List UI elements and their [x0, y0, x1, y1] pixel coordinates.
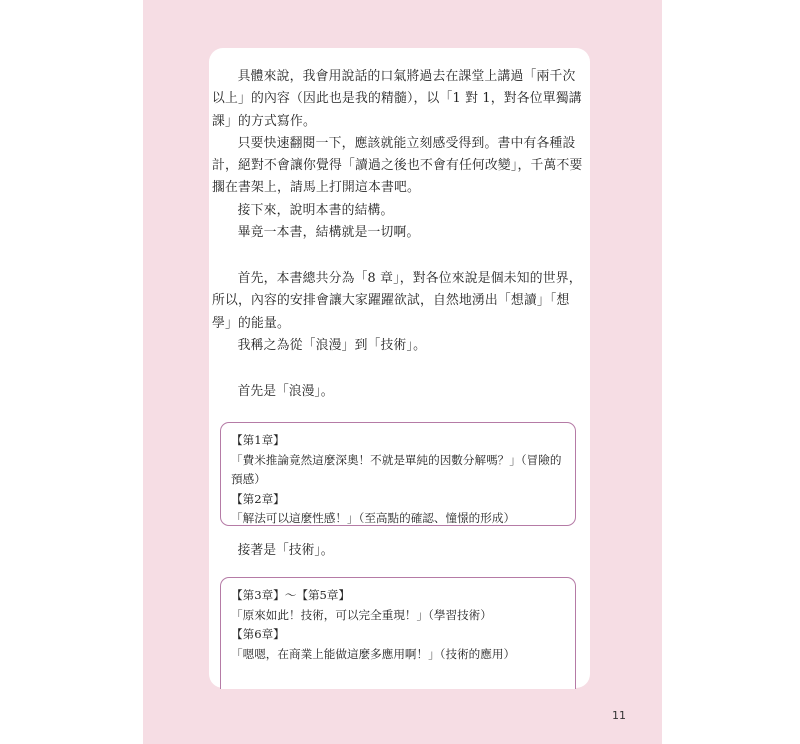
- body-text-mid: [212, 268, 588, 357]
- chapter-description: 「解法可以這麼性感！」（至高點的確認、憧憬的形成）: [231, 511, 516, 525]
- chapter-heading: 【第2章】: [231, 491, 285, 506]
- chapter-heading: 【第3章】～【第5章】: [231, 588, 351, 602]
- technique-intro: 接著是「技術」。: [237, 543, 334, 558]
- romance-intro: 首先是「浪漫」。: [237, 384, 334, 399]
- body-text-top: [212, 66, 588, 244]
- chapter-description: 「嗯嗯，在商業上能做這麼多應用啊！」（技術的應用）: [231, 646, 516, 661]
- chapter-heading: 【第6章】: [231, 627, 285, 641]
- paragraph: 接下來，說明本書的結構。: [237, 202, 394, 218]
- paragraph: 我稱之為從「浪漫」到「技術」。: [237, 337, 427, 353]
- paragraph: 具體來說，我會用說話的口氣將過去在課堂上講過「兩千次以上」的內容（因此也是我的精髓），以「1 對 1，對各位單獨講課」的方式寫作。: [212, 69, 582, 129]
- paragraph: 只要快速翻閱一下，應該就能立刻感受得到。書中有各種設計，絕對不會讓你覺得「讀過之後也不會有任何改變」，千萬不要擱在書架上，請馬上打開這本書吧。: [212, 135, 583, 196]
- page-number: 11: [612, 709, 626, 722]
- paragraph: 首先，本書總共分為「8 章」，對各位來說是個未知的世界，所以，內容的安排會讓大家躍躍欲試，自然地湧出「想讀」「想學」的能量。: [212, 271, 582, 331]
- chapter-description: 「原來如此！技術，可以完全重現！」（學習技術）: [231, 607, 492, 622]
- chapter-heading: 【第1章】: [231, 433, 285, 447]
- chapter-description: 「費米推論竟然這麼深奧！不就是單純的因數分解嗎？」（冒險的預感）: [231, 452, 562, 486]
- chapter-box-romance: [220, 422, 576, 526]
- chapter-box-technique: [220, 577, 576, 689]
- paragraph: 畢竟一本書，結構就是一切啊。: [237, 225, 420, 241]
